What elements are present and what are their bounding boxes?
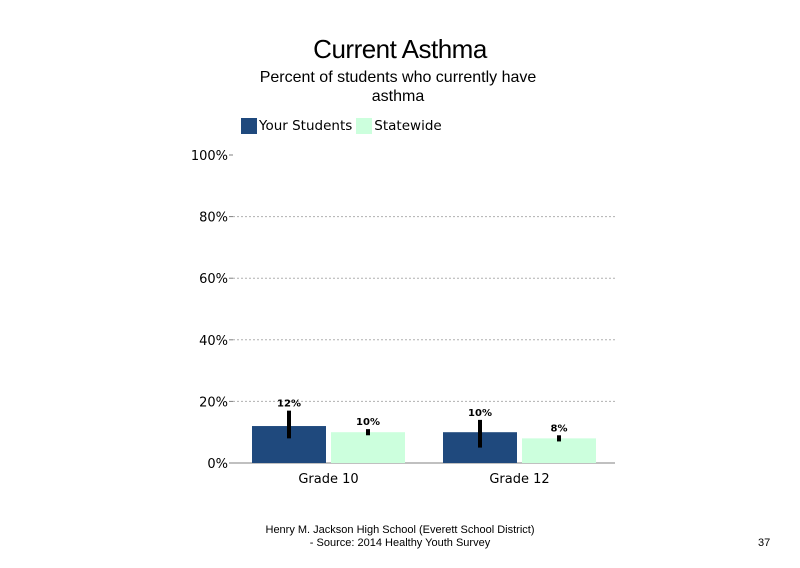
data-label: 10% — [356, 417, 380, 429]
y-tick-label: 60% — [199, 272, 228, 288]
y-tick-label: 100% — [190, 149, 228, 164]
y-tick-label: 0% — [207, 457, 228, 472]
data-label: 8% — [550, 423, 568, 435]
bar-statewide-grade-12 — [522, 438, 596, 463]
x-category-label: Grade 10 — [298, 472, 359, 487]
bar-statewide-grade-10 — [331, 432, 405, 463]
footer-survey: - Source: 2014 Healthy Youth Survey — [309, 537, 491, 549]
legend-label-statewide: Statewide — [374, 118, 442, 134]
data-label: 12% — [277, 398, 301, 410]
y-tick-label: 40% — [199, 333, 228, 349]
x-category-label: Grade 12 — [489, 472, 550, 487]
chart-title: Current Asthma — [313, 34, 487, 64]
data-label: 10% — [468, 407, 492, 419]
footer-school: Henry M. Jackson High School (Everett School District) — [265, 524, 535, 536]
footer-source — [230, 524, 570, 550]
page-number: 37 — [758, 537, 771, 549]
legend-label-your-students: Your Students — [259, 118, 353, 134]
y-tick-label: 20% — [199, 395, 228, 411]
chart-subtitle: Percent of students who currently have asthma — [259, 69, 537, 105]
y-tick-label: 80% — [199, 210, 228, 226]
